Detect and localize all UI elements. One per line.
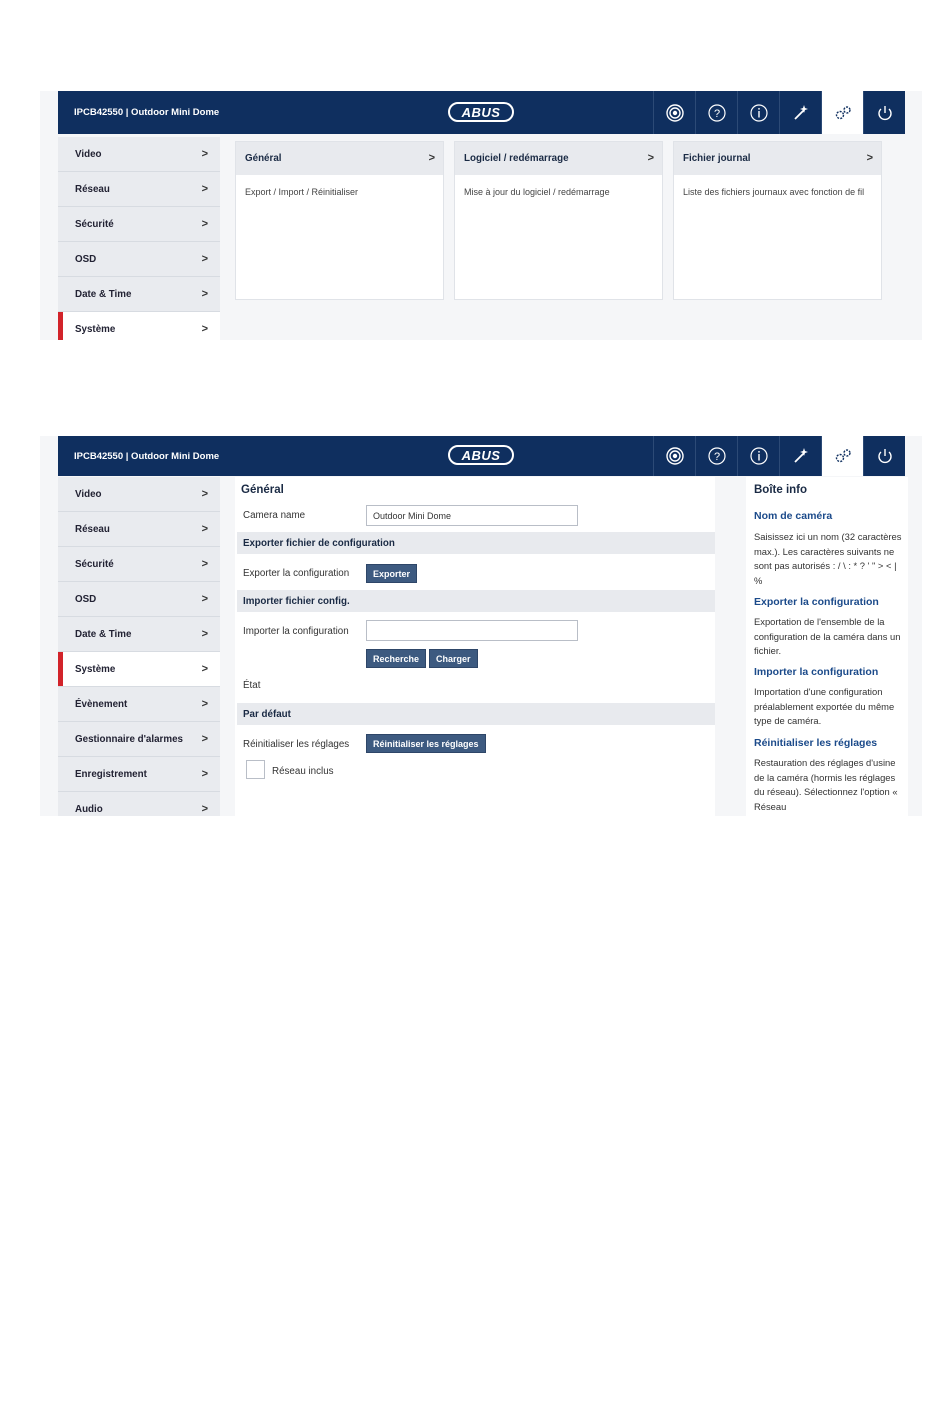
info-export-text: Exportation de l'ensemble de la configuration de la caméra dans un fichier.: [754, 616, 901, 657]
info-reset-text: Restauration des réglages d'usine de la caméra (hormis les réglages du réseau). Sélectionnez l'option « Réseau: [754, 757, 898, 812]
card-description[interactable]: Mise à jour du logiciel / redémarrage: [464, 187, 610, 197]
import-file-input[interactable]: [366, 620, 578, 641]
wizard-icon[interactable]: [779, 91, 821, 134]
sidebar-item-system[interactable]: Système >: [58, 312, 220, 340]
info-import-text: Importation d'une configuration préalablement exportée du même type de caméra.: [754, 686, 895, 727]
chevron-right-icon: >: [201, 593, 208, 605]
chevron-right-icon: >: [201, 768, 208, 780]
page-title: Général: [241, 484, 284, 496]
svg-text:?: ?: [713, 107, 720, 120]
toolbar-icons: [653, 436, 905, 476]
sidebar-item-osd[interactable]: OSD >: [58, 242, 220, 277]
import-section-header: Importer fichier config.: [237, 590, 715, 612]
chevron-right-icon: >: [201, 698, 208, 710]
export-section-header: Exporter fichier de configuration: [237, 532, 715, 554]
sidebar-item-network[interactable]: Réseau >: [58, 172, 220, 207]
device-title: IPCB42550 | Outdoor Mini Dome: [74, 450, 220, 462]
chevron-right-icon: >: [201, 733, 208, 745]
svg-text:?: ?: [713, 451, 720, 463]
info-import-title: Importer la configuration: [754, 666, 879, 678]
sidebar-item-date-time[interactable]: Date & Time >: [58, 277, 220, 312]
sidebar-item-recording[interactable]: Enregistrement >: [58, 757, 220, 792]
sidebar-item-security[interactable]: Sécurité >: [58, 547, 220, 582]
wizard-icon[interactable]: [779, 436, 821, 476]
sidebar-item-event[interactable]: Évènement >: [58, 687, 220, 722]
chevron-right-icon: >: [201, 663, 208, 675]
power-icon[interactable]: [863, 436, 905, 476]
screenshot-system-overview: [40, 91, 922, 340]
card-general[interactable]: [235, 141, 444, 300]
chevron-right-icon: >: [866, 152, 873, 164]
sidebar-item-network[interactable]: Réseau >: [58, 512, 220, 547]
network-included-label: Réseau inclus: [272, 766, 334, 777]
card-description[interactable]: Export / Import / Réinitialiser: [245, 187, 359, 197]
chevron-right-icon: >: [201, 253, 208, 265]
help-icon[interactable]: [695, 91, 737, 134]
live-view-icon[interactable]: [653, 91, 695, 134]
default-section-header: Par défaut: [237, 703, 715, 725]
card-log-file[interactable]: [673, 141, 882, 300]
export-config-label: Exporter la configuration: [243, 568, 350, 579]
info-icon[interactable]: [737, 436, 779, 476]
card-title[interactable]: Fichier journal >: [674, 142, 881, 175]
abus-logo: ABUS: [448, 445, 514, 465]
info-camera-name-text: Saisissez ici un nom (32 caractères max.). Les caractères suivants ne sont pas autorisés : / \ : * ? ' " > < | %: [754, 531, 902, 586]
abus-logo: ABUS: [448, 102, 514, 122]
chevron-right-icon: >: [201, 628, 208, 640]
reset-settings-label: Réinitialiser les réglages: [243, 739, 350, 750]
top-bar: [58, 436, 905, 476]
state-label: État: [243, 680, 261, 691]
general-settings-panel: [235, 477, 715, 816]
screenshot-system-general: [40, 436, 922, 816]
camera-name-label: Camera name: [243, 510, 306, 521]
sidebar-item-video[interactable]: Video >: [58, 477, 220, 512]
card-software-restart[interactable]: [454, 141, 663, 300]
card-description[interactable]: Liste des fichiers journaux avec fonction de fil: [683, 187, 865, 197]
info-box-title: Boîte info: [754, 484, 808, 496]
card-title[interactable]: Logiciel / redémarrage >: [455, 142, 662, 175]
chevron-right-icon: >: [201, 183, 208, 195]
chevron-right-icon: >: [201, 323, 208, 335]
chevron-right-icon: >: [428, 152, 435, 164]
sidebar-item-audio[interactable]: Audio >: [58, 792, 220, 816]
chevron-right-icon: >: [201, 218, 208, 230]
sidebar: [58, 137, 220, 340]
info-camera-name-title: Nom de caméra: [754, 510, 833, 522]
settings-icon[interactable]: [821, 436, 863, 476]
chevron-right-icon: >: [201, 288, 208, 300]
search-button[interactable]: Recherche: [366, 649, 426, 668]
info-export-title: Exporter la configuration: [754, 596, 879, 608]
chevron-right-icon: >: [201, 148, 208, 160]
settings-icon[interactable]: [821, 91, 863, 134]
chevron-right-icon: >: [201, 488, 208, 500]
sidebar: [58, 477, 220, 816]
power-icon[interactable]: [863, 91, 905, 134]
sidebar-item-alarm-manager[interactable]: Gestionnaire d'alarmes >: [58, 722, 220, 757]
load-button[interactable]: Charger: [429, 649, 478, 668]
sidebar-item-video[interactable]: Video >: [58, 137, 220, 172]
sidebar-item-security[interactable]: Sécurité >: [58, 207, 220, 242]
export-button[interactable]: Exporter: [366, 564, 417, 583]
info-reset-title: Réinitialiser les réglages: [754, 737, 878, 749]
card-title[interactable]: Général >: [236, 142, 443, 175]
chevron-right-icon: >: [201, 523, 208, 535]
network-included-checkbox[interactable]: [246, 760, 265, 779]
sidebar-item-system[interactable]: Système >: [58, 652, 220, 687]
device-title: IPCB42550 | Outdoor Mini Dome: [74, 107, 220, 118]
import-config-label: Importer la configuration: [243, 626, 349, 637]
top-bar: [58, 91, 905, 134]
sidebar-item-osd[interactable]: OSD >: [58, 582, 220, 617]
chevron-right-icon: >: [201, 558, 208, 570]
chevron-right-icon: >: [647, 152, 654, 164]
camera-name-input[interactable]: [366, 505, 578, 526]
info-box: [746, 477, 908, 816]
sidebar-item-date-time[interactable]: Date & Time >: [58, 617, 220, 652]
help-icon[interactable]: [695, 436, 737, 476]
system-cards: [235, 141, 882, 300]
info-icon[interactable]: [737, 91, 779, 134]
toolbar-icons: [653, 91, 905, 134]
live-view-icon[interactable]: [653, 436, 695, 476]
reset-settings-button[interactable]: Réinitialiser les réglages: [366, 734, 486, 753]
chevron-right-icon: >: [201, 803, 208, 815]
